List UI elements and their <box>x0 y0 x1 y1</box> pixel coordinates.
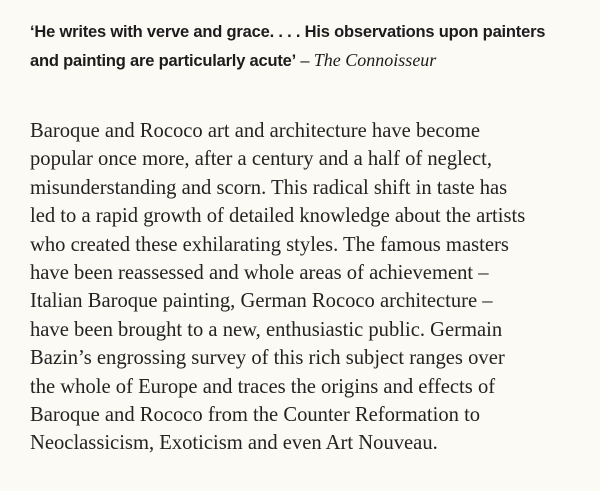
description-line: Baroque and Rococo art and architecture have become <box>30 120 480 142</box>
description-line: who created these exhilarating styles. The famous masters <box>30 233 509 256</box>
description-line: Bazin’s engrossing survey of this rich subject ranges over <box>30 347 505 370</box>
description-line: popular once more, after a century and a half of neglect, <box>30 148 492 171</box>
description-line: Neoclassicism, Exoticism and even Art Nouveau. <box>30 432 438 455</box>
description-line: have been brought to a new, enthusiastic public. Germain <box>30 318 503 341</box>
quote-dash: – <box>296 52 314 70</box>
book-description <box>30 117 600 458</box>
quote-source: The Connoisseur <box>313 50 437 70</box>
description-line: Baroque and Rococo from the Counter Reformation to <box>30 404 481 427</box>
description-line: misunderstanding and scorn. This radical shift in taste has <box>30 176 508 199</box>
quote-line-1: ‘He writes with verve and grace. . . . His observations upon painters <box>30 23 546 41</box>
description-line: have been reassessed and whole areas of achievement – <box>30 262 489 285</box>
description-line: led to a rapid growth of detailed knowledge about the artists <box>30 205 526 228</box>
description-line: Italian Baroque painting, German Rococo architecture – <box>30 290 493 313</box>
review-quote <box>30 18 590 75</box>
quote-text-end: and painting are particularly acute’ <box>30 52 297 70</box>
quote-line-2 <box>30 46 590 75</box>
description-line: the whole of Europe and traces the origins and effects of <box>30 375 496 398</box>
